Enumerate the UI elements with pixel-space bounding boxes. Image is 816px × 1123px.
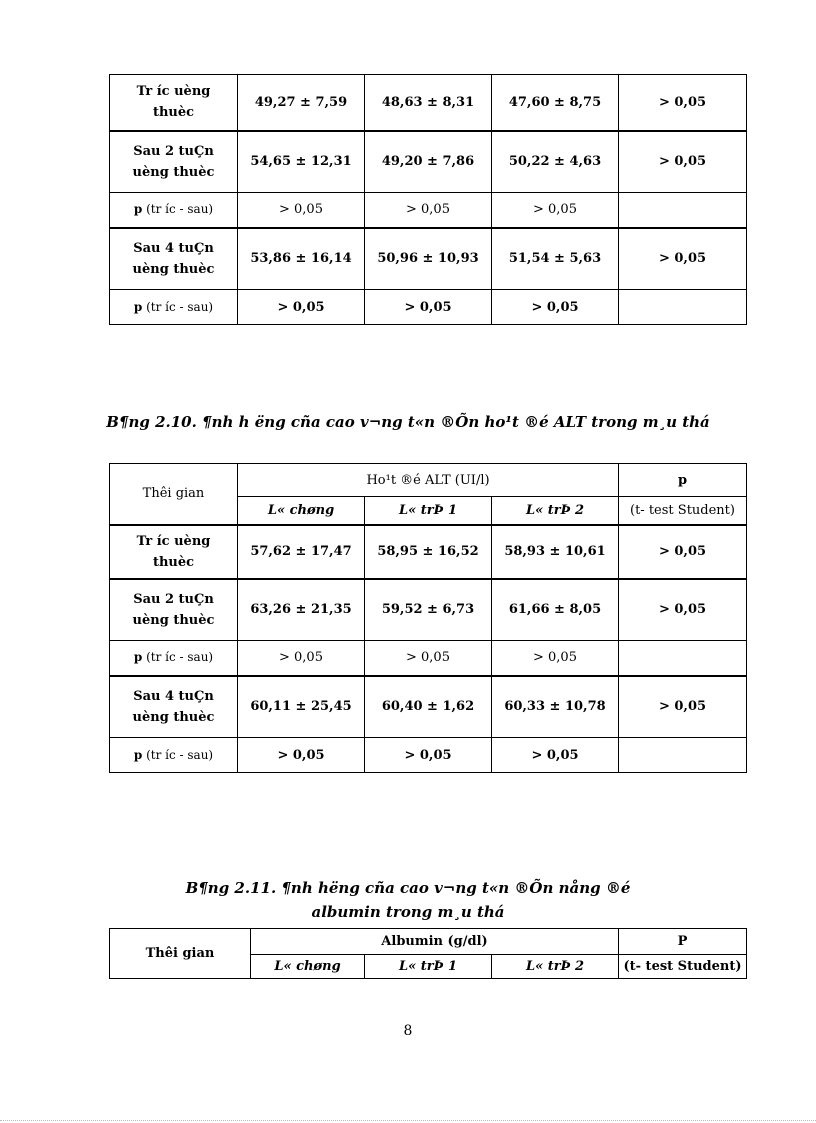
cell-value: > 0,05 [365, 193, 492, 228]
table-1 [109, 74, 747, 325]
cell-p-value [619, 738, 747, 773]
cell-value: 58,95 ± 16,52 [365, 525, 492, 579]
cell-value: > 0,05 [492, 641, 619, 676]
cell-value: > 0,05 [238, 193, 365, 228]
cell-p-value: > 0,05 [619, 228, 747, 290]
group-header: Ho¹t ®é ALT (UI/l) [238, 464, 619, 497]
p-subheader: (t- test Student) [619, 955, 747, 979]
table-2 [109, 463, 747, 773]
row-label: p (tr íc - sau) [110, 290, 238, 325]
cell-value: > 0,05 [492, 738, 619, 773]
col-header-treat-1: L« trÞ 1 [365, 497, 492, 525]
table-row [110, 228, 747, 290]
row-label: Sau 2 tuÇn uèng thuèc [110, 131, 238, 193]
table-2-caption: B¶ng 2.10. ¶nh h ëng cña cao v¬ng t«n ®Õn ho¹t ®é ALT trong m¸u thá [106, 413, 710, 431]
col-header-control: L« chøng [251, 955, 365, 979]
time-header: Thêi gian [110, 929, 251, 979]
cell-value: > 0,05 [365, 641, 492, 676]
table-row [110, 641, 747, 676]
cell-value: > 0,05 [365, 738, 492, 773]
table-row [110, 676, 747, 738]
time-header: Thêi gian [110, 464, 238, 525]
col-header-control: L« chøng [238, 497, 365, 525]
cell-p-value: > 0,05 [619, 75, 747, 131]
table-row [110, 75, 747, 131]
cell-p-value [619, 290, 747, 325]
row-label: Tr íc uèng thuèc [110, 75, 238, 131]
col-header-treat-1: L« trÞ 1 [365, 955, 492, 979]
cell-value: 59,52 ± 6,73 [365, 579, 492, 641]
cell-value: > 0,05 [492, 290, 619, 325]
table-row [110, 290, 747, 325]
table-3-caption-line-1: B¶ng 2.11. ¶nh hëng cña cao v¬ng t«n ®Õn nång ®é [185, 879, 631, 897]
cell-value: > 0,05 [238, 738, 365, 773]
row-label: p (tr íc - sau) [110, 641, 238, 676]
cell-p-value [619, 193, 747, 228]
cell-p-value: > 0,05 [619, 676, 747, 738]
row-label: Sau 4 tuÇn uèng thuèc [110, 228, 238, 290]
cell-value: > 0,05 [492, 193, 619, 228]
cell-value: > 0,05 [238, 641, 365, 676]
cell-value: 54,65 ± 12,31 [238, 131, 365, 193]
table-row [110, 525, 747, 579]
row-label: Tr íc uèng thuèc [110, 525, 238, 579]
cell-value: 49,27 ± 7,59 [238, 75, 365, 131]
cell-p-value: > 0,05 [619, 579, 747, 641]
col-header-treat-2: L« trÞ 2 [492, 955, 619, 979]
row-label: Sau 4 tuÇn uèng thuèc [110, 676, 238, 738]
cell-value: 63,26 ± 21,35 [238, 579, 365, 641]
cell-value: 61,66 ± 8,05 [492, 579, 619, 641]
cell-p-value [619, 641, 747, 676]
cell-p-value: > 0,05 [619, 525, 747, 579]
cell-value: 53,86 ± 16,14 [238, 228, 365, 290]
col-header-treat-2: L« trÞ 2 [492, 497, 619, 525]
page-number: 8 [403, 1023, 413, 1039]
cell-value: 50,22 ± 4,63 [492, 131, 619, 193]
cell-value: 60,40 ± 1,62 [365, 676, 492, 738]
table-row [110, 193, 747, 228]
cell-p-value: > 0,05 [619, 131, 747, 193]
row-label: Sau 2 tuÇn uèng thuèc [110, 579, 238, 641]
cell-value: 49,20 ± 7,86 [365, 131, 492, 193]
table-row [110, 738, 747, 773]
table-3-caption-line-2: albumin trong m¸u thá [311, 903, 505, 921]
cell-value: 51,54 ± 5,63 [492, 228, 619, 290]
row-label: p (tr íc - sau) [110, 193, 238, 228]
row-label: p (tr íc - sau) [110, 738, 238, 773]
p-header: P [619, 929, 747, 955]
p-subheader: (t- test Student) [619, 497, 747, 525]
table-row [110, 579, 747, 641]
cell-value: 60,33 ± 10,78 [492, 676, 619, 738]
cell-value: 50,96 ± 10,93 [365, 228, 492, 290]
table-header-row [110, 464, 747, 497]
cell-value: > 0,05 [238, 290, 365, 325]
page-bottom-divider [0, 1120, 816, 1121]
table-3 [109, 928, 747, 979]
group-header: Albumin (g/dl) [251, 929, 619, 955]
table-row [110, 131, 747, 193]
cell-value: 48,63 ± 8,31 [365, 75, 492, 131]
table-header-row [110, 929, 747, 955]
p-header: p [619, 464, 747, 497]
cell-value: 47,60 ± 8,75 [492, 75, 619, 131]
cell-value: 57,62 ± 17,47 [238, 525, 365, 579]
cell-value: 60,11 ± 25,45 [238, 676, 365, 738]
cell-value: 58,93 ± 10,61 [492, 525, 619, 579]
cell-value: > 0,05 [365, 290, 492, 325]
